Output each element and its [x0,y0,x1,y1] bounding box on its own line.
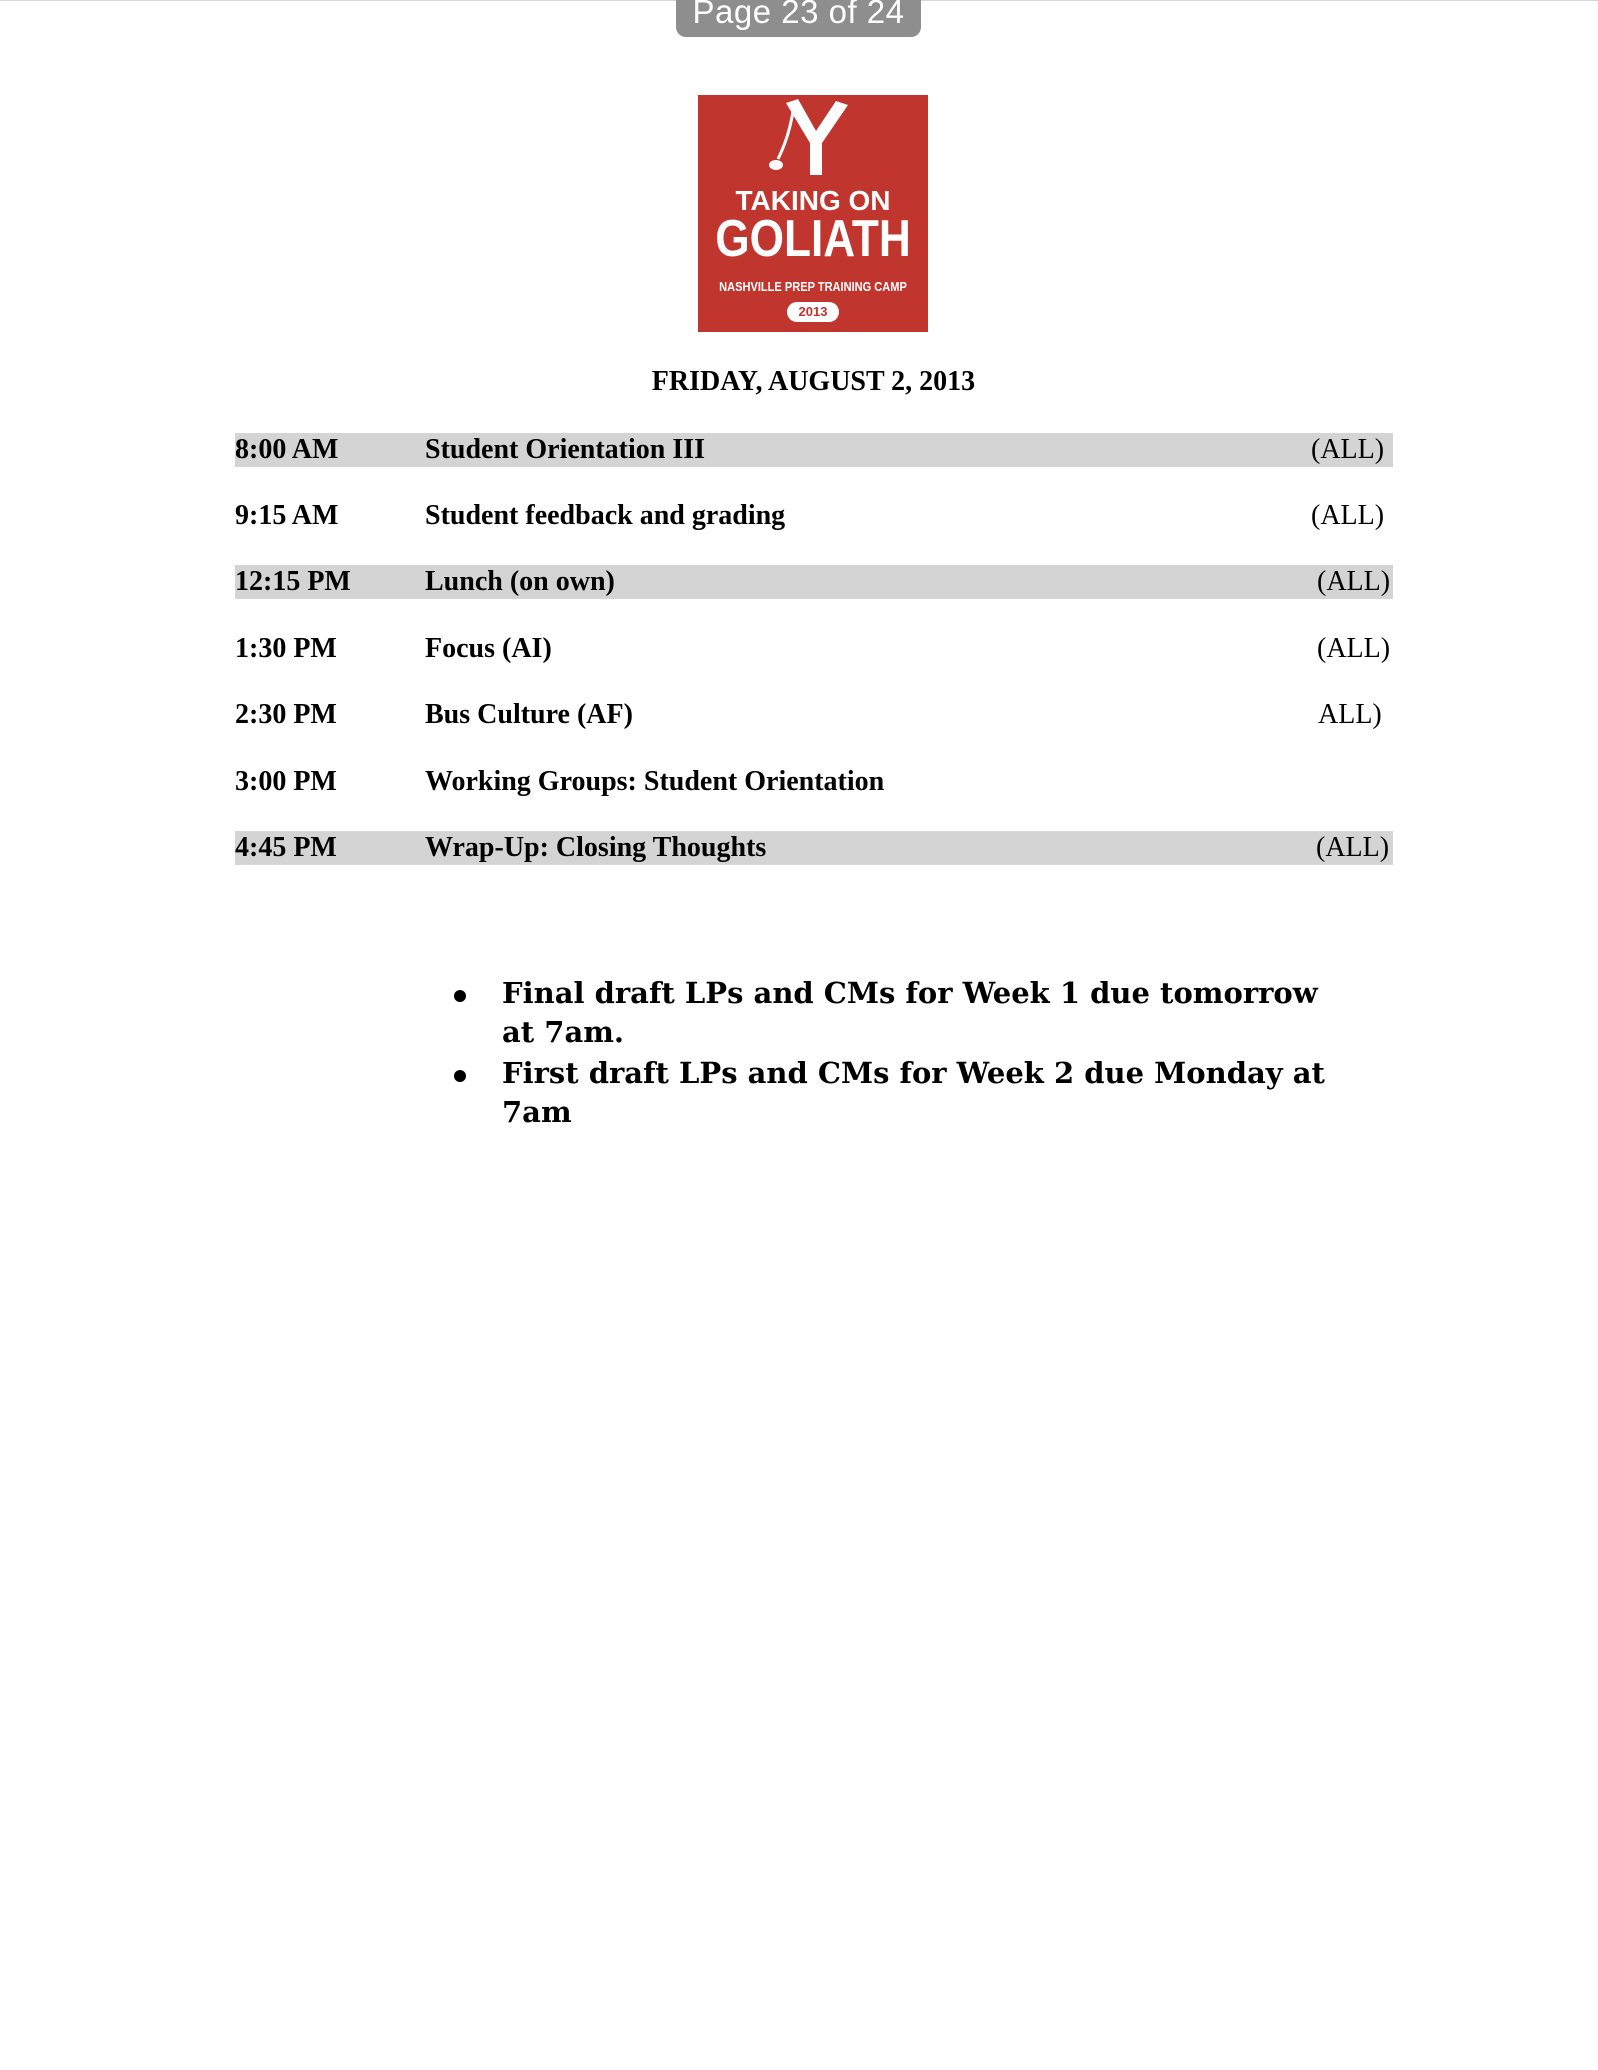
schedule-group: (ALL) [1317,566,1391,597]
schedule-row [235,831,1393,865]
schedule-activity: Bus Culture (AF) [425,699,633,730]
schedule-row [235,499,1393,533]
schedule-group: (ALL) [1311,434,1385,465]
notes-list [440,974,1340,1134]
schedule-time: 9:15 AM [235,500,339,531]
schedule-activity: Working Groups: Student Orientation [425,766,885,797]
logo-line-2: GOLIATH [715,210,911,268]
schedule-time: 3:00 PM [235,766,337,797]
schedule-time: 8:00 AM [235,434,339,465]
list-item [440,1054,1340,1132]
schedule-time: 2:30 PM [235,699,337,730]
logo-line-1: TAKING ON [735,185,891,216]
schedule-group: ALL) [1318,699,1382,730]
taking-on-goliath-logo [698,95,928,332]
date-heading: FRIDAY, AUGUST 2, 2013 [651,366,976,397]
list-item [440,974,1340,1052]
schedule-row [235,565,1393,599]
schedule-row [235,433,1393,467]
schedule-row [235,765,1393,799]
schedule-activity: Lunch (on own) [425,566,615,597]
schedule-group: (ALL) [1317,633,1391,664]
schedule-time: 12:15 PM [235,566,351,597]
schedule-time: 1:30 PM [235,633,337,664]
note-text: First draft LPs and CMs for Week 2 due Monday at 7am [502,1056,1325,1129]
schedule-group: (ALL) [1311,500,1385,531]
schedule-group: (ALL) [1316,832,1390,863]
schedule-activity: Wrap-Up: Closing Thoughts [425,832,767,863]
logo-line-3: NASHVILLE PREP TRAINING CAMP [719,279,907,294]
schedule-row [235,698,1393,732]
schedule-activity: Student Orientation III [425,434,706,465]
schedule-activity: Student feedback and grading [425,500,786,531]
schedule-activity: Focus (AI) [425,633,552,664]
logo-year-badge: 2013 [787,302,839,322]
bullet-icon [454,990,466,1002]
note-text: Final draft LPs and CMs for Week 1 due tomorrow at 7am. [502,976,1318,1049]
page-indicator: Page 23 of 24 [676,0,921,37]
schedule-row [235,632,1393,666]
bullet-icon [454,1070,466,1082]
schedule-time: 4:45 PM [235,832,337,863]
